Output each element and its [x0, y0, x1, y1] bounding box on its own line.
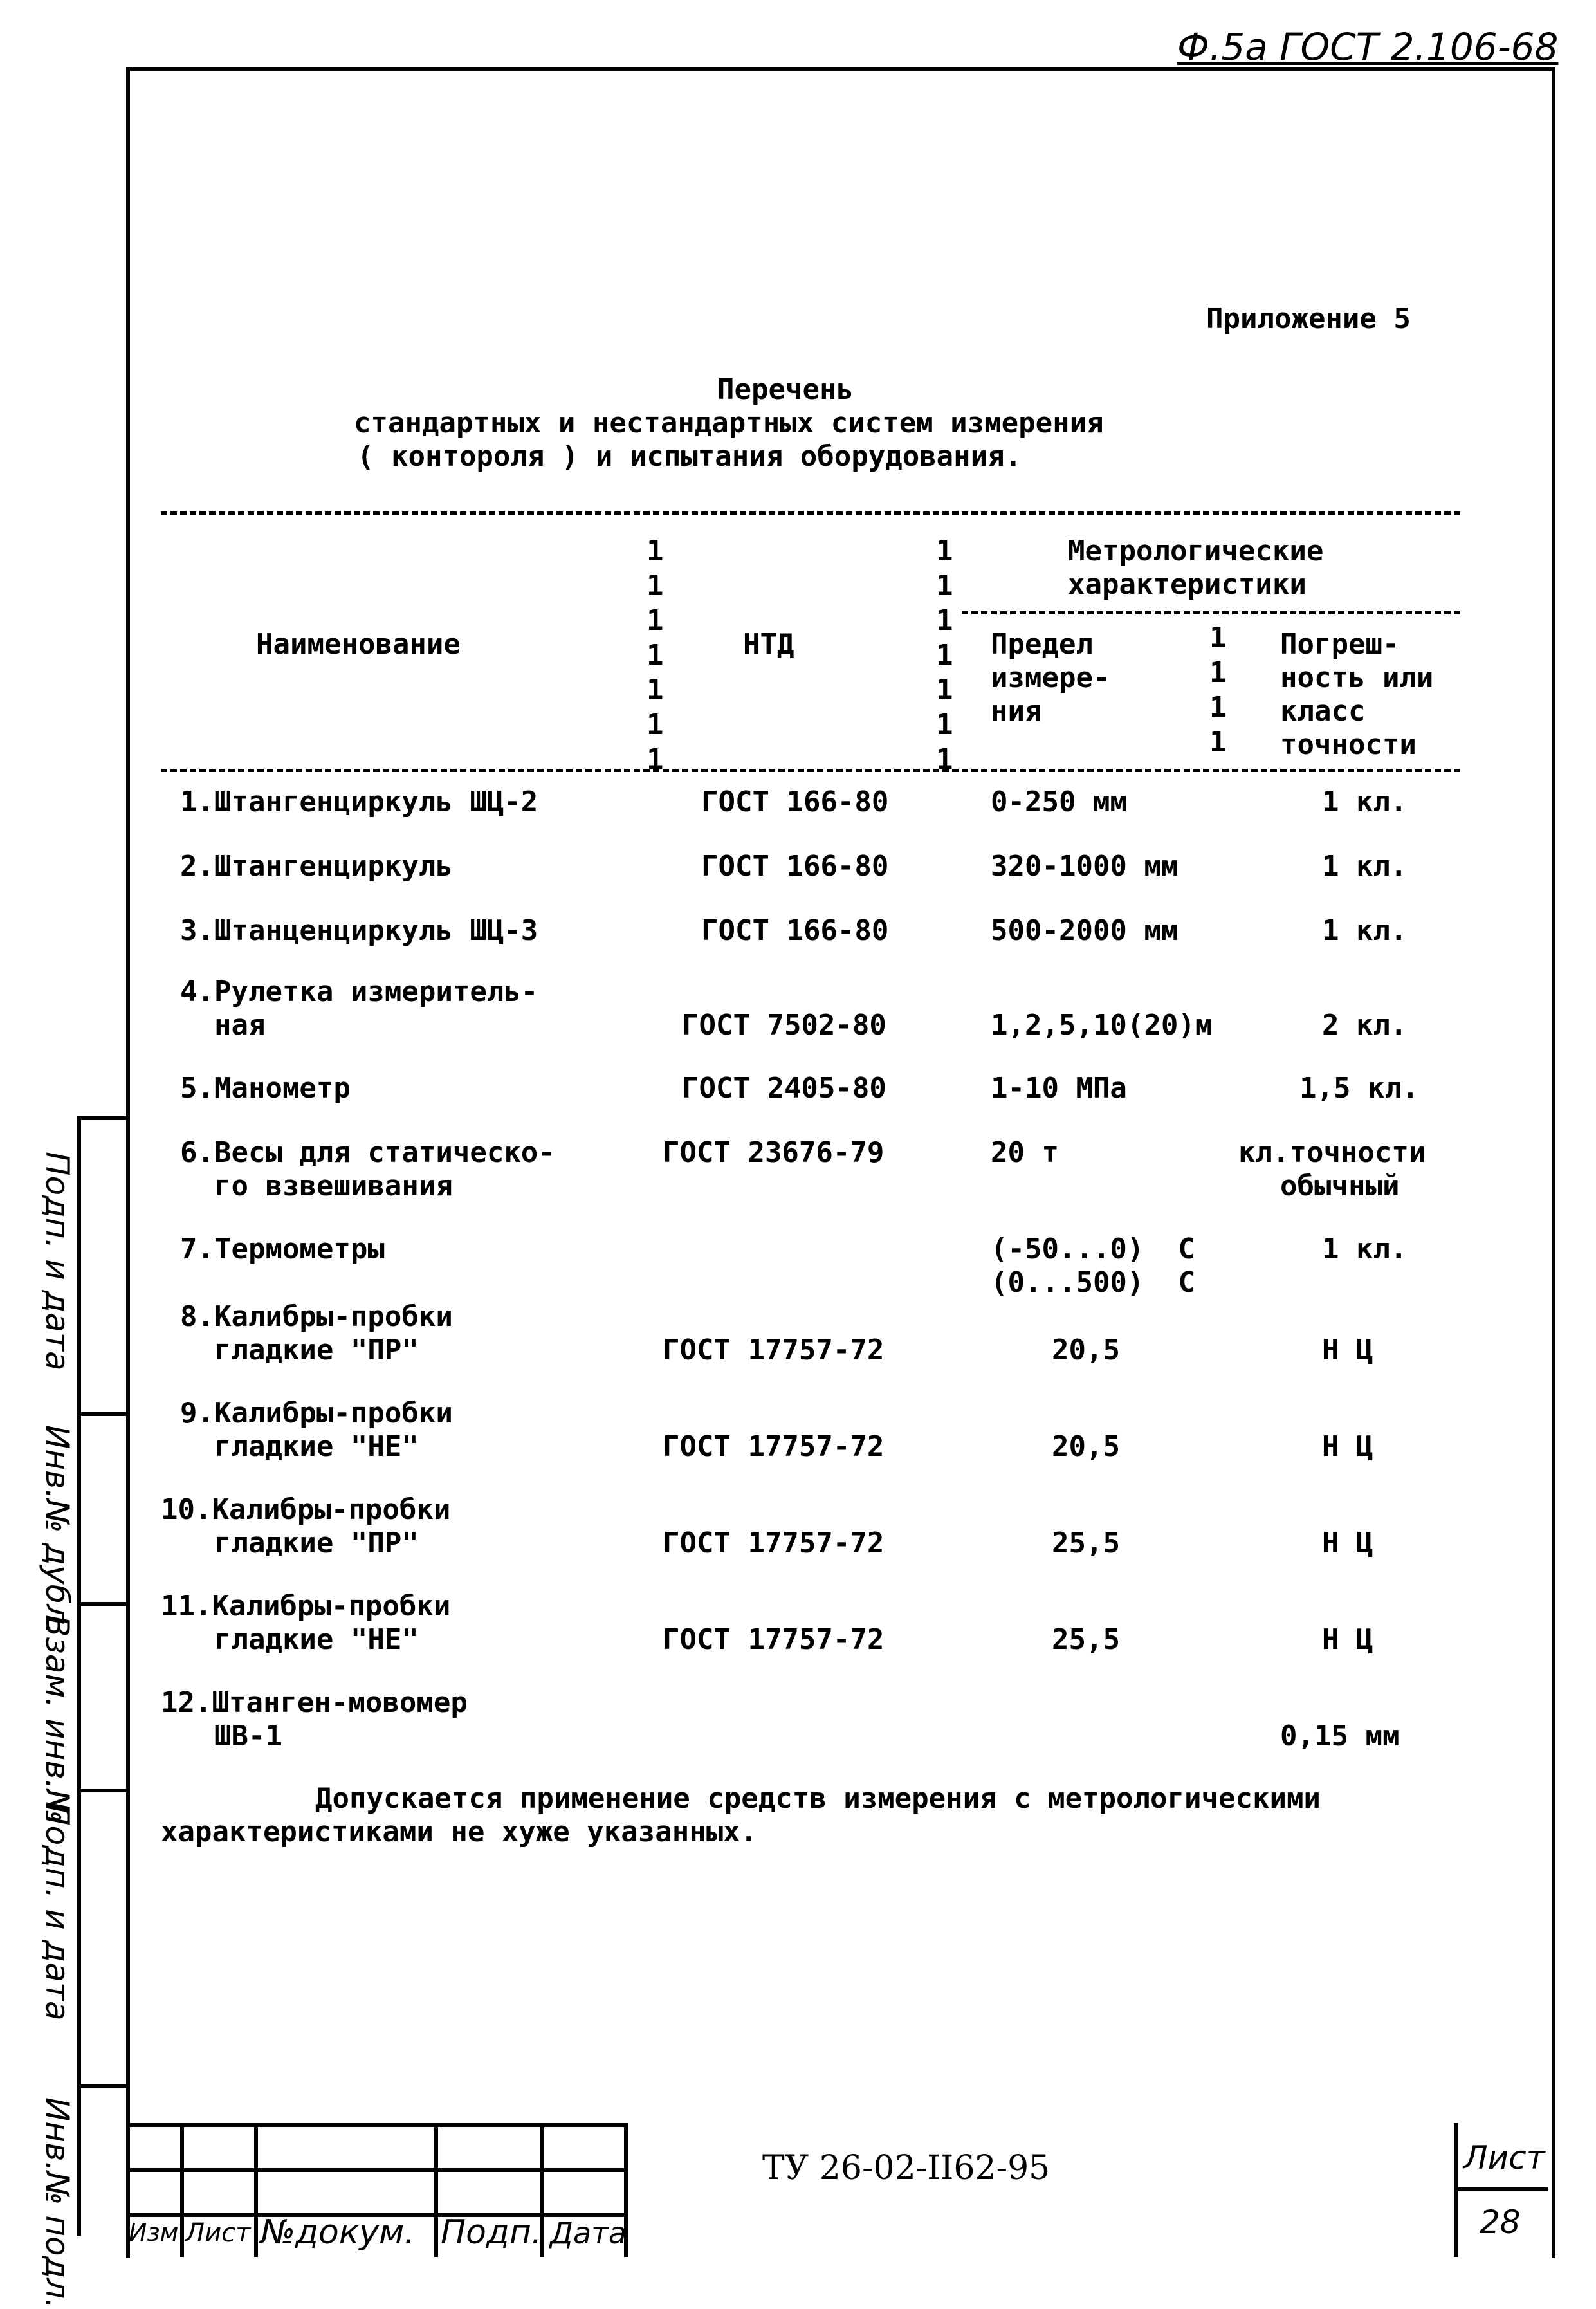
table-cell-limit: 500-2000 мм — [991, 914, 1179, 947]
metro-sub-rule — [962, 611, 1460, 614]
table-row-cont: гладкие "НЕ" — [180, 1623, 419, 1656]
table-cell-error: 1 кл. — [1322, 786, 1408, 818]
title-block-mid — [126, 2168, 628, 2172]
table-row-cont: ШВ-1 — [180, 1720, 282, 1752]
sheet-box-mid — [1454, 2187, 1548, 2191]
table-cell-limit: 25,5 — [1052, 1623, 1120, 1656]
table-cell-limit: 20 т — [991, 1136, 1059, 1169]
table-row: 11.Калибры-пробки — [161, 1590, 451, 1623]
table-row: 1.Штангенциркуль ШЦ-2 — [180, 786, 538, 818]
tb-label-list: Лист — [185, 2218, 251, 2248]
table-row-cont: гладкие "ПР" — [180, 1334, 419, 1366]
tb-col — [434, 2123, 438, 2257]
table-row: 10.Калибры-пробки — [161, 1493, 451, 1526]
strip-divider — [77, 1789, 126, 1792]
header-limit-3: ния — [991, 695, 1042, 728]
appendix-label: Приложение 5 — [1206, 302, 1411, 335]
header-error-4: точности — [1280, 728, 1417, 761]
table-row: 7.Термометры — [180, 1233, 385, 1265]
table-cell-ntd: ГОСТ 17757-72 — [663, 1334, 885, 1366]
table-cell-error: 1 кл. — [1322, 914, 1408, 947]
table-cell-limit: 1,2,5,10(20)м — [991, 1009, 1213, 1042]
header-bottom-rule — [161, 769, 1460, 772]
header-metro-2: характеристики — [1068, 568, 1307, 601]
table-cell-error: 1,5 кл. — [1299, 1072, 1419, 1105]
tb-label-izm: Изм — [129, 2218, 179, 2247]
col-separator: 1 1 1 1 — [1209, 621, 1227, 759]
table-cell-error: 1 кл. — [1322, 1233, 1408, 1265]
form-stamp: Ф.5а ГОСТ 2.106-68 — [1177, 25, 1559, 69]
table-row: 5.Манометр — [180, 1072, 351, 1105]
table-cell-limit: 25,5 — [1052, 1527, 1120, 1559]
table-cell-limit: 20,5 — [1052, 1430, 1120, 1463]
sheet-label: Лист — [1463, 2139, 1545, 2176]
table-cell-ntd: ГОСТ 7502-80 — [682, 1009, 886, 1042]
side-label-5: Инв.№ подл. — [39, 2097, 76, 2309]
table-cell-ntd: ГОСТ 17757-72 — [663, 1430, 885, 1463]
table-cell-error: Н Ц — [1322, 1527, 1373, 1559]
title-line-3: ( контороля ) и испытания оборудования. — [357, 440, 1022, 473]
side-label-4: Подп. и дата — [39, 1801, 76, 2021]
table-cell-limit: (-50...0) С — [991, 1233, 1195, 1265]
table-cell-error-cont: обычный — [1280, 1170, 1400, 1202]
table-row-cont: го взвешивания — [180, 1170, 453, 1202]
table-cell-error: 2 кл. — [1322, 1009, 1408, 1042]
table-row: 6.Весы для статическо- — [180, 1136, 555, 1169]
title-block-top — [126, 2123, 628, 2127]
header-limit-1: Предел — [991, 628, 1093, 661]
tb-col — [180, 2123, 184, 2257]
tb-col — [254, 2123, 258, 2257]
title-line-1: Перечень — [717, 373, 854, 406]
note-line-2: характеристиками не хуже указанных. — [161, 1816, 758, 1848]
strip-divider — [77, 2084, 126, 2088]
table-cell-ntd: ГОСТ 166-80 — [701, 786, 889, 818]
header-ntd: НТД — [743, 628, 794, 661]
side-label-1: Подп. и дата — [39, 1152, 76, 1371]
table-row-cont: гладкие "ПР" — [180, 1527, 419, 1559]
tb-label-docnum: №докум. — [261, 2213, 415, 2252]
table-cell-ntd: ГОСТ 166-80 — [701, 914, 889, 947]
table-row: 12.Штанген-мовомер — [161, 1686, 468, 1719]
sheet-number: 28 — [1480, 2203, 1521, 2241]
table-row-cont: ная — [180, 1009, 266, 1042]
side-label-3: Взам. инв.№ — [39, 1615, 76, 1823]
table-row-cont: гладкие "НЕ" — [180, 1430, 419, 1463]
table-cell-ntd: ГОСТ 17757-72 — [663, 1623, 885, 1656]
tb-label-data: Дата — [550, 2216, 627, 2250]
table-row: 4.Рулетка измеритель- — [180, 975, 538, 1008]
col-separator: 1 1 1 1 1 1 1 — [647, 535, 664, 776]
table-cell-ntd: ГОСТ 2405-80 — [682, 1072, 886, 1105]
table-cell-error: Н Ц — [1322, 1430, 1373, 1463]
table-cell-ntd: ГОСТ 166-80 — [701, 850, 889, 883]
side-label-2: Инв.№ дубл. — [39, 1425, 76, 1635]
table-cell-error: Н Ц — [1322, 1623, 1373, 1656]
header-metro-1: Метрологические — [1068, 535, 1324, 567]
table-cell-ntd: ГОСТ 17757-72 — [663, 1527, 885, 1559]
strip-divider — [77, 1602, 126, 1606]
table-cell-limit: 0-250 мм — [991, 786, 1127, 818]
table-cell-limit: 20,5 — [1052, 1334, 1120, 1366]
strip-divider — [77, 1412, 126, 1416]
header-error-1: Погреш- — [1280, 628, 1400, 661]
side-binding-strip — [77, 1116, 130, 2236]
table-row: 3.Штанценциркуль ШЦ-3 — [180, 914, 538, 947]
table-cell-limit: 320-1000 мм — [991, 850, 1179, 883]
col-separator: 1 1 1 1 1 1 1 — [936, 535, 953, 776]
table-cell-error: 1 кл. — [1322, 850, 1408, 883]
table-top-rule — [161, 511, 1460, 515]
header-name: Наименование — [256, 628, 461, 661]
table-cell-error: Н Ц — [1322, 1334, 1373, 1366]
header-limit-2: измере- — [991, 661, 1110, 694]
table-row: 2.Штангенциркуль — [180, 850, 453, 883]
note-line-1: Допускается применение средств измерения с метрологическими — [315, 1782, 1321, 1815]
document-code: ТУ 26-02-II62-95 — [762, 2149, 1050, 2187]
table-row: 9.Калибры-пробки — [180, 1397, 453, 1430]
strip-divider — [77, 1116, 126, 1120]
table-cell-error: кл.точности — [1238, 1136, 1426, 1169]
header-error-2: ность или — [1280, 661, 1434, 694]
table-cell-limit-cont: (0...500) С — [991, 1266, 1195, 1299]
tb-label-podp: Подп. — [441, 2213, 542, 2252]
table-row: 8.Калибры-пробки — [180, 1300, 453, 1333]
title-line-2: стандартных и нестандартных систем измерения — [354, 407, 1104, 439]
table-cell-limit: 1-10 МПа — [991, 1072, 1127, 1105]
table-cell-error: 0,15 мм — [1280, 1720, 1400, 1752]
header-error-3: класс — [1280, 695, 1366, 728]
table-cell-ntd: ГОСТ 23676-79 — [663, 1136, 885, 1169]
